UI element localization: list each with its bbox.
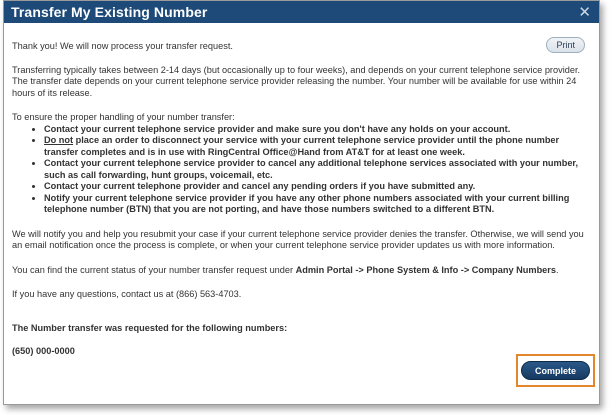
- thanks-text: Thank you! We will now process your transfer request.: [12, 41, 233, 51]
- handling-list: [12, 124, 590, 216]
- print-button[interactable]: Print: [546, 37, 585, 53]
- phone-number: (650) 000-0000: [12, 346, 75, 356]
- complete-button[interactable]: Complete: [521, 361, 590, 380]
- do-not-text: Do not: [44, 135, 74, 145]
- status-path: Admin Portal -> Phone System & Info -> Company Numbers: [295, 264, 556, 275]
- status-prefix: You can find the current status of your number transfer request under: [12, 264, 296, 275]
- dialog-title: Transfer My Existing Number: [11, 4, 208, 20]
- list-item: • Contact your current telephone service provider and make sure you don't have any holds on your account.: [44, 124, 590, 136]
- dialog-titlebar: [4, 1, 599, 23]
- complete-highlight: [516, 354, 595, 387]
- transfer-dialog: [3, 0, 600, 405]
- status-text: [12, 265, 590, 277]
- transfer-info-text: Transferring typically takes between 2-14 days (but occasionally up to four weeks), and depends on your current telephone service provider. The transfer date depends on your current telephone service provider releasing the number. Your number will be available for use within 24 hours of its release.: [12, 64, 581, 98]
- list-item: • Contact your current telephone service provider to cancel any additional telephone services associated with your number, such as call forwarding, hunt groups, voicemail, etc.: [44, 158, 590, 181]
- notify-text: We will notify you and help you resubmit your case if your current telephone service provider denies the transfer. Otherwise, we will send you an email notification once the process is complete, or when your current telephone service provider updates us with more information.: [12, 228, 584, 250]
- list-item: [44, 135, 590, 158]
- list-item-text: place an order to disconnect your service with your current telephone service provider until the phone number transfer completes and is in use with RingCentral Office@Hand from AT&T for at least one week.: [44, 135, 560, 157]
- handling-intro: To ensure the proper handling of your number transfer:: [12, 112, 235, 122]
- requested-label: The Number transfer was requested for the following numbers:: [12, 322, 288, 333]
- list-item: • Notify your current telephone service provider if you have any other phone numbers associated with your current billing telephone number (BTN) that you are not porting, and have those numbers switched to a different BTN.: [44, 193, 590, 216]
- dialog-content: [4, 23, 599, 358]
- close-icon[interactable]: ✕: [578, 3, 591, 21]
- contact-text: If you have any questions, contact us at (866) 563-4703.: [12, 289, 242, 299]
- status-suffix: .: [555, 264, 559, 275]
- list-item: • Contact your current telephone provider and cancel any pending orders if you have submitted any.: [44, 181, 590, 193]
